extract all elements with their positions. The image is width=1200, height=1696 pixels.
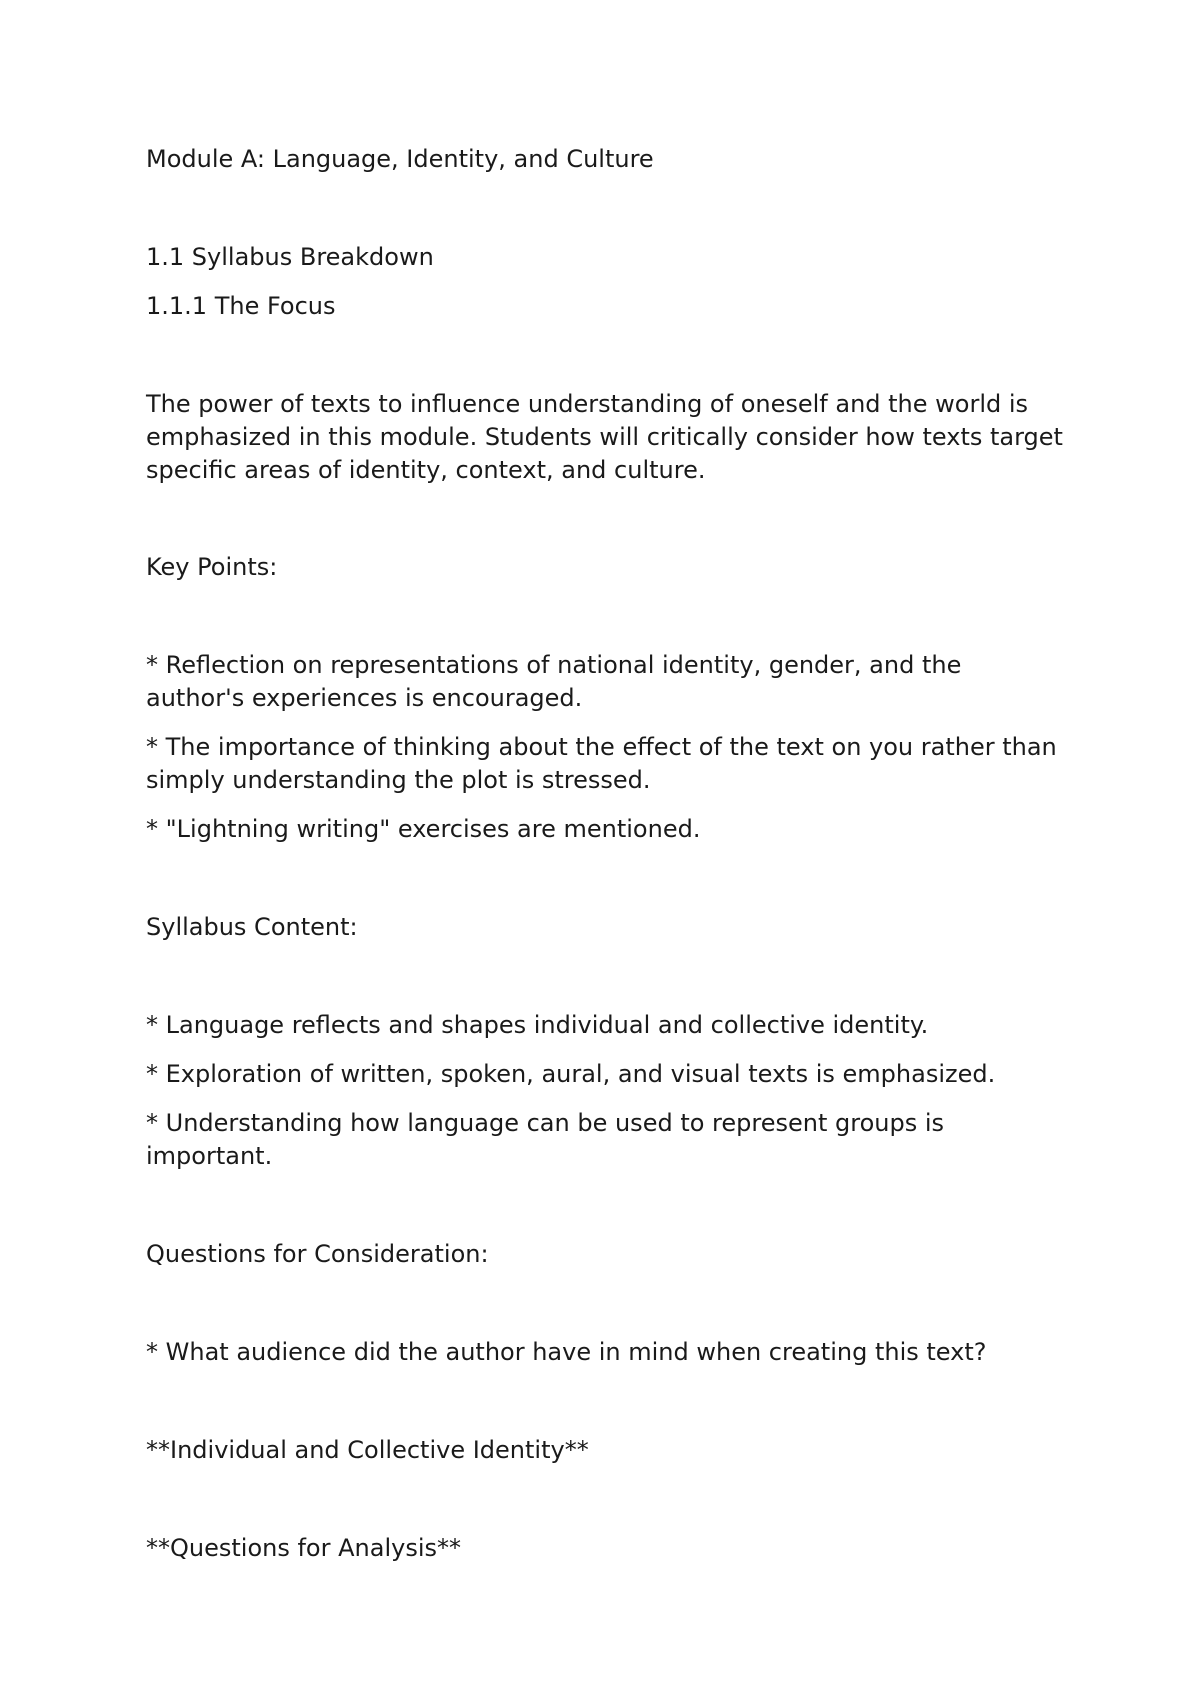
key-points-heading: Key Points: <box>146 553 278 581</box>
key-point-item: * The importance of thinking about the effect of the text on you rather than simply understanding the plot is stressed. <box>146 733 1057 794</box>
key-point-item: * "Lightning writing" exercises are mentioned. <box>146 815 701 843</box>
subsection-heading: 1.1.1 The Focus <box>146 292 336 320</box>
syllabus-content-item: * Language reflects and shapes individual and collective identity. <box>146 1011 929 1039</box>
question-item: * What audience did the author have in mind when creating this text? <box>146 1338 987 1366</box>
syllabus-content-item: * Exploration of written, spoken, aural, and visual texts is emphasized. <box>146 1060 996 1088</box>
focus-paragraph: The power of texts to influence understanding of oneself and the world is emphasized in this module. Students will critically consider how texts target specific areas of identity, context, and culture. <box>146 390 1063 484</box>
questions-heading: Questions for Consideration: <box>146 1240 489 1268</box>
identity-heading: **Individual and Collective Identity** <box>146 1436 589 1464</box>
key-point-item: * Reflection on representations of national identity, gender, and the author's experiences is encouraged. <box>146 651 962 712</box>
syllabus-content-heading: Syllabus Content: <box>146 913 358 941</box>
syllabus-content-item: * Understanding how language can be used to represent groups is important. <box>146 1109 945 1170</box>
document-title: Module A: Language, Identity, and Culture <box>146 145 654 173</box>
analysis-heading: **Questions for Analysis** <box>146 1534 461 1562</box>
section-heading: 1.1 Syllabus Breakdown <box>146 243 434 271</box>
